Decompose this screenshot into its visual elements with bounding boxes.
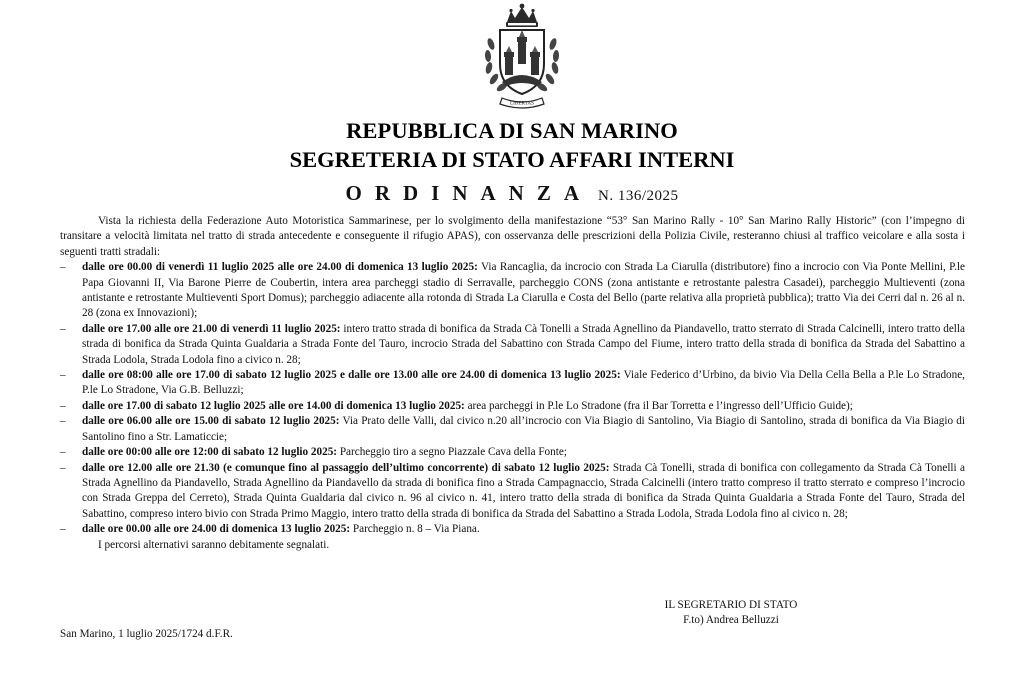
- list-bullet: –: [60, 261, 66, 274]
- svg-text:LIBERTAS: LIBERTAS: [509, 100, 535, 107]
- item-time: dalle ore 08:00 alle ore 17.00 di sabato 12 luglio 2025 e dalle ore 13.00 alle ore 24.00 di domenica 13 luglio 2025:: [82, 369, 621, 382]
- item-text: intero tratto strada di bonifica da Strada Cà Tonelli a Strada Agnellino da Piandavello, tratto sterrato di Strada Calcinelli, intero tratto della strada di bonifica da Strada Quinta Gualdaria a Strada Fonte del Tauro, incrocio Strada del Sabattino con Strada Campo del Fiume, intero tratto della strada di bonifica da Strada del Sabattino a Strada Lodola, Strada Lodola fino a civico n. 28;: [82, 322, 965, 366]
- list-bullet: –: [60, 369, 66, 382]
- list-item: [60, 414, 965, 445]
- list-bullet: –: [60, 523, 66, 536]
- list-bullet: –: [60, 461, 66, 474]
- signature-block: [606, 598, 856, 628]
- list-item: [60, 399, 965, 414]
- item-text: Viale Federico d’Urbino, da bivio Via Della Cella Bella a P.le Lo Stradone, P.le Lo Stradone, Via G.B. Belluzzi;: [82, 369, 965, 397]
- item-time: dalle ore 12.00 alle ore 21.30 (e comunque fino al passaggio dell’ultimo concorrente) di sabato 12 luglio 2025:: [82, 461, 610, 474]
- list-bullet: –: [60, 322, 66, 335]
- item-text: Parcheggio tiro a segno Piazzale Cava della Fonte;: [337, 446, 567, 459]
- list-item: [60, 461, 965, 523]
- ordinance-label: ORDINANZA: [345, 181, 592, 205]
- item-text: Strada Cà Tonelli, strada di bonifica con collegamento da Strada Cà Tonelli a Strada Agnellino da Piandavello, Strada Agnellino da Piandavello da strada di bonifica fino a Strada Campagnaccio, Strada Calcinelli (intero tratto compreso il tratto sterrato e compreso l’incrocio con Strada Greppa del Cerreto), Strada Quinta Gualdaria dal civico n. 96 al civico n. 41, intero tratto della strada di bonifica da Strada Quinta Gualdaria a Strada Fonte del Tauro, Strada del Sabattino, compreso intero bivio con Strada Primo Maggio, intero tratto della strada di bonifica da Strada del Sabattino a Strada Lodola, Strada Lodola fino al civico n. 28;: [82, 461, 965, 520]
- ordinance-body: [60, 214, 965, 553]
- list-item: [60, 445, 965, 460]
- list-item: [60, 322, 965, 368]
- date-line: San Marino, 1 luglio 2025/1724 d.F.R.: [60, 628, 233, 640]
- closing-sentence: I percorsi alternativi saranno debitamente segnalati.: [98, 538, 330, 551]
- list-item: [60, 368, 965, 399]
- list-bullet: –: [60, 399, 66, 412]
- ordinance-number: N. 136/2025: [598, 188, 679, 204]
- item-time: dalle ore 06.00 alle ore 15.00 di sabato 12 luglio 2025:: [82, 415, 340, 428]
- signatory-title: IL SEGRETARIO DI STATO: [664, 599, 798, 611]
- list-bullet: –: [60, 415, 66, 428]
- item-text: Via Rancaglia, da incrocio con Strada La Ciarulla (distributore) fino a incrocio con Via Ponte Mellini, P.le Papa Giovanni II, Via Barone Pierre de Coubertin, intera area parcheggi stadio di Serravalle, parcheggio CONS (zona antistante e retrostante palestra Casadei), parcheggio Multieventi (zona antistante e retrostante Multieventi Sport Domus); parcheggio adiacente alla rotonda di Strada La Ciarulla e Costa del Bello (parte relativa alla proprietà pubblica); tratto Via dei Cerri dal n. 26 al n. 28 (zona ex Innovazioni);: [82, 261, 966, 320]
- item-text: area parcheggi in P.le Lo Stradone (fra il Bar Torretta e l’ingresso dell’Ufficio Guide);: [464, 399, 853, 412]
- item-time: dalle ore 00.00 di venerdì 11 luglio 2025 alle ore 24.00 di domenica 13 luglio 2025:: [82, 261, 478, 274]
- item-text: Via Prato delle Valli, dal civico n.20 all’incrocio con Via Biagio di Santolino, Via Biagio di Santolino, strada di bonifica da Via Biagio di Santolino fino a Str. Lamaticcie;: [82, 415, 965, 443]
- secretariat-title: SEGRETERIA DI STATO AFFARI INTERNI: [289, 147, 735, 172]
- item-text: Parcheggio n. 8 – Via Piana.: [350, 523, 480, 536]
- item-time: dalle ore 00.00 alle ore 24.00 di domenica 13 luglio 2025:: [82, 523, 351, 536]
- list-bullet: –: [60, 446, 66, 459]
- list-item: [60, 260, 965, 322]
- emblem-motto: [478, 2, 566, 112]
- signatory-name: F.to) Andrea Belluzzi: [683, 614, 779, 626]
- ordinance-heading: [0, 181, 1024, 206]
- list-item: [60, 522, 965, 537]
- item-time: dalle ore 17.00 alle ore 21.00 di venerdì 11 luglio 2025:: [82, 322, 341, 335]
- republic-title: REPUBBLICA DI SAN MARINO: [346, 118, 678, 143]
- item-time: dalle ore 00:00 alle ore 12:00 di sabato 12 luglio 2025:: [82, 446, 338, 459]
- item-time: dalle ore 17.00 di sabato 12 luglio 2025 alle ore 14.00 di domenica 13 luglio 2025:: [82, 399, 465, 412]
- road-closure-list: [60, 260, 965, 537]
- intro-paragraph: Vista la richiesta della Federazione Auto Motoristica Sammarinese, per lo svolgimento della manifestazione “53° San Marino Rally - 10° San Marino Rally Historic” (con l’impegno di transitare a velocità limitata nel tratto di strada antecedente e conseguente il rifugio APAS), con osservanza delle prescrizioni della Polizia Civile, resteranno chiusi al traffico veicolare e alla sosta i seguenti tratti stradali:: [60, 215, 965, 258]
